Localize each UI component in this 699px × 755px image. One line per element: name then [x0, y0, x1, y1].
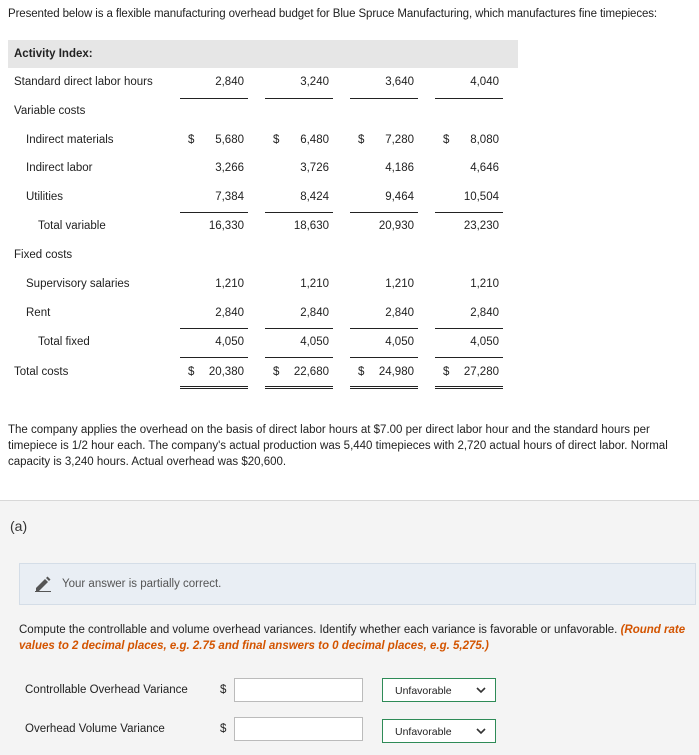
table-cell: 2,840 [470, 307, 499, 319]
table-cell: 16,330 [208, 220, 244, 232]
instruction-text: Compute the controllable and volume overhead variances. Identify whether each variance is favorable or unfavorable. [19, 624, 618, 636]
row-label: Variable costs [14, 105, 86, 117]
table-row [8, 162, 518, 182]
volume-variance-input[interactable] [234, 717, 363, 741]
selected-option: Unfavorable [395, 726, 452, 738]
row-label: Indirect materials [26, 134, 114, 146]
table-row [8, 220, 518, 240]
rule [265, 98, 333, 99]
table-cell: 27,280 [463, 366, 499, 378]
table-cell: 9,464 [385, 191, 414, 203]
table-cell: 4,050 [300, 336, 329, 348]
table-cell: 5,680 [215, 134, 244, 146]
rule [180, 212, 248, 213]
table-cell: 18,630 [293, 220, 329, 232]
table-cell: 6,480 [300, 134, 329, 146]
table-row [8, 76, 518, 96]
chevron-down-icon [476, 687, 486, 694]
row-label: Indirect labor [26, 162, 93, 174]
rule [350, 357, 418, 358]
rule [265, 212, 333, 213]
table-cell: 2,840 [215, 76, 244, 88]
controllable-variance-select[interactable] [382, 678, 496, 702]
table-cell: 4,186 [385, 162, 414, 174]
instruction-emphasis: (Round rate values to 2 decimal places, e.g. 2.75 and final answers to 0 decimal places, e.g. 5,275.) [19, 624, 686, 652]
instruction [19, 622, 697, 654]
row-label: Fixed costs [14, 249, 73, 261]
table-cell: 3,640 [385, 76, 414, 88]
controllable-variance-input[interactable] [234, 678, 363, 702]
currency-sign: $ [188, 366, 195, 378]
part-a-section [0, 501, 699, 755]
rule [435, 98, 503, 99]
table-row [8, 134, 518, 154]
row-label: Total costs [14, 366, 69, 378]
table-row [8, 249, 518, 269]
currency-sign: $ [273, 134, 280, 146]
table-row [8, 278, 518, 298]
table-row [8, 336, 518, 356]
part-label: (a) [10, 518, 28, 534]
currency-sign: $ [443, 134, 450, 146]
volume-variance-select[interactable] [382, 719, 496, 743]
table-cell: 1,210 [215, 278, 244, 290]
currency-sign: $ [188, 134, 195, 146]
activity-index-label: Activity Index: [14, 48, 93, 60]
table-cell: 20,930 [378, 220, 414, 232]
rule [265, 328, 333, 329]
table-cell: 8,424 [300, 191, 329, 203]
table-cell: 2,840 [385, 307, 414, 319]
rule [435, 357, 503, 358]
table-header [8, 40, 518, 68]
row-label: Total fixed [38, 336, 90, 348]
table-cell: 7,384 [215, 191, 244, 203]
table-cell: 22,680 [293, 366, 329, 378]
table-cell: 2,840 [300, 307, 329, 319]
table-cell: 4,050 [215, 336, 244, 348]
rule [180, 357, 248, 358]
currency-sign: $ [443, 366, 450, 378]
chevron-down-icon [476, 728, 486, 735]
row-label: Standard direct labor hours [14, 76, 153, 88]
table-cell: 4,050 [385, 336, 414, 348]
problem-paragraph: The company applies the overhead on the basis of direct labor hours at $7.00 per direct labor hour and the standard hours per timepiece is 1/2 hour each. The company's actual production was 5,440 timepieces with 2,720 actual hours of direct labor. Normal capacity is 3,240 hours. Actual overhead was $20,600. [8, 424, 668, 468]
status-note [19, 563, 696, 605]
table-cell: 3,266 [215, 162, 244, 174]
table-cell: 1,210 [470, 278, 499, 290]
table-cell: 24,980 [378, 366, 414, 378]
double-rule [265, 386, 333, 389]
volume-label: Overhead Volume Variance [25, 723, 165, 735]
rule [180, 98, 248, 99]
row-label: Total variable [38, 220, 106, 232]
table-row [8, 366, 518, 386]
table-row [8, 105, 518, 125]
controllable-label: Controllable Overhead Variance [25, 684, 188, 696]
double-rule [350, 386, 418, 389]
rule [350, 328, 418, 329]
table-cell: 2,840 [215, 307, 244, 319]
currency-sign: $ [358, 366, 365, 378]
currency-sign: $ [358, 134, 365, 146]
table-cell: 1,210 [385, 278, 414, 290]
double-rule [435, 386, 503, 389]
table-row [8, 307, 518, 327]
table-cell: 1,210 [300, 278, 329, 290]
table-cell: 3,726 [300, 162, 329, 174]
rule [435, 328, 503, 329]
rule [180, 328, 248, 329]
intro-text: Presented below is a flexible manufacturing overhead budget for Blue Spruce Manufacturing, which manufactures fine timepieces: [8, 8, 658, 20]
row-label: Utilities [26, 191, 64, 203]
rule [350, 98, 418, 99]
table-cell: 20,380 [208, 366, 244, 378]
double-rule [180, 386, 248, 389]
table-cell: 10,504 [463, 191, 499, 203]
table-cell: 4,646 [470, 162, 499, 174]
table-cell: 7,280 [385, 134, 414, 146]
rule [350, 212, 418, 213]
table-cell: 8,080 [470, 134, 499, 146]
currency-sign: $ [273, 366, 280, 378]
currency-sign: $ [220, 723, 227, 735]
table-row [8, 191, 518, 211]
rule [265, 357, 333, 358]
status-text: Your answer is partially correct. [62, 578, 222, 590]
row-label: Rent [26, 307, 51, 319]
table-cell: 4,050 [470, 336, 499, 348]
table-cell: 23,230 [463, 220, 499, 232]
pencil-icon [34, 576, 52, 592]
row-label: Supervisory salaries [26, 278, 130, 290]
rule [435, 212, 503, 213]
table-cell: 3,240 [300, 76, 329, 88]
table-cell: 4,040 [470, 76, 499, 88]
selected-option: Unfavorable [395, 685, 452, 697]
currency-sign: $ [220, 684, 227, 696]
